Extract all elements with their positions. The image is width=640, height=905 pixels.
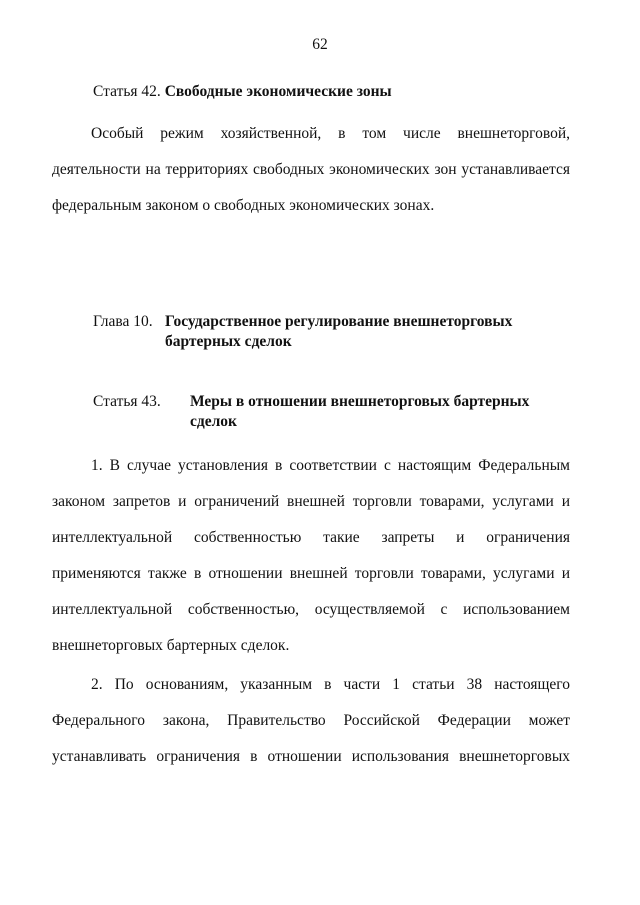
article-42-title: Свободные экономические зоны [164, 83, 392, 100]
article-43-paragraph-1: 1. В случае установления в соответствии с настоящим Федеральным законом запретов и ограничений внешней торговли товарами, услугами и интеллектуальной собственностью такие запреты и ограничения применяются также в отношении внешней торговли товарами, услугами и интеллектуальной собственностью, осуществляемой с использованием внешнеторговых бартерных сделок. [52, 457, 570, 654]
chapter-10-label: Глава 10. [93, 313, 153, 330]
article-42-label: Статья 42. [93, 83, 161, 100]
chapter-10-title: Государственное регулирование внешнеторговых бартерных сделок [165, 313, 513, 350]
page-number: 62 [312, 36, 328, 53]
article-43-label: Статья 43. [93, 393, 161, 410]
article-42-heading [93, 82, 392, 102]
article-43-title: Меры в отношении внешнеторговых бартерных сделок [190, 393, 530, 430]
article-43-paragraph-2: 2. По основаниям, указанным в части 1 статьи 38 настоящего Федерального закона, Правительство Российской Федерации может устанавливать ограничения в отношении использования внешнеторговых [52, 676, 570, 765]
article-42-body: Особый режим хозяйственной, в том числе внешнеторговой, деятельности на территориях свободных экономических зон устанавливается федеральным законом о свободных экономических зонах. [52, 125, 570, 214]
